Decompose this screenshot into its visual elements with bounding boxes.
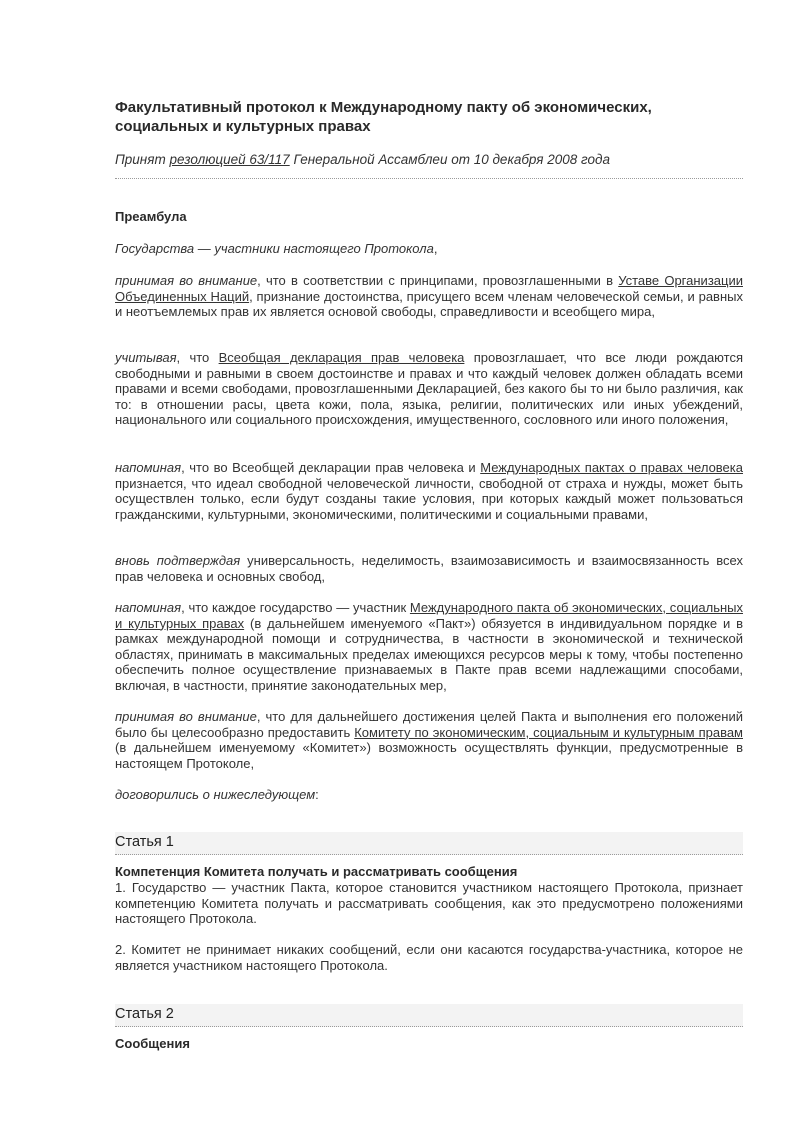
adoption-prefix: Принят [115, 152, 170, 167]
preamble-p4-text-2: признается, что идеал свободной человеческой личности, свободной от страха и нужды, может быть осуществлен только, если будут созданы такие условия, при которых каждый может пользоваться гражданскими, культурными, экономическими, политическими и социальными правами, [115, 475, 743, 522]
icescr-link[interactable]: Международного пакта об экономических, социальных и культурных правах [115, 600, 743, 631]
adoption-suffix: Генеральной Ассамблеи от 10 декабря 2008 года [289, 152, 611, 167]
preamble-p1-em: Государства — участники настоящего Протокола [115, 241, 434, 256]
preamble-p7-text-1: , что для дальнейшего достижения целей Пакта и выполнения его положений было бы целесообразно предоставить [115, 709, 743, 740]
article-1-paragraph-1: 1. Государство — участник Пакта, которое становится участником настоящего Протокола, признает компетенцию Комитета получать и рассматривать сообщения, как это предусмотрено положениями настоящего Протокола. [115, 880, 743, 927]
article-1-heading-bar [115, 832, 743, 855]
preamble-p1-text: , [433, 241, 438, 256]
document-title: Факультативный протокол к Международному пакту об экономических, социальных и культурных правах [115, 99, 652, 135]
article-1-heading: Статья 1 [115, 834, 174, 850]
adoption-note [115, 151, 743, 168]
preamble-p7-em: принимая во внимание [115, 709, 257, 724]
un-charter-link[interactable]: Уставе Организации Объединенных Наций [115, 273, 743, 304]
preamble-p4-text-1: , что во Всеобщей декларации прав человека и [181, 460, 481, 475]
preamble-p5-text-1: универсальность, неделимость, взаимозависимость и взаимосвязанность всех прав человека и основных свобод, [115, 553, 743, 584]
resolution-link[interactable]: резолюцией 63/117 [169, 152, 290, 167]
committee-link[interactable]: Комитету по экономическим, социальным и культурным правам [354, 724, 743, 740]
preamble-p6-text-2: (в дальнейшем именуемого «Пакт») обязуется в индивидуальном порядке и в рамках международной помощи и сотрудничества, в частности в экономической и технической областях, принимать в максимальных пределах имеющихся ресурсов меры к тому, чтобы постепенно обеспечить полное осуществление признаваемых в Пакте прав всеми надлежащими способами, включая, в частности, принятие законодательных мер, [115, 615, 744, 693]
preamble-paragraph-4 [115, 460, 743, 522]
preamble-p5-em: вновь подтверждая [115, 553, 241, 568]
preamble-p2-text-1: , что в соответствии с принципами, провозглашенными в [257, 273, 619, 288]
preamble-p6-em: напоминая [115, 600, 182, 615]
preamble-paragraph-7 [115, 709, 743, 771]
preamble-p3-text-2: провозглашает, что все люди рождаются свободными и равными в своем достоинстве и правах и что каждый человек должен обладать всеми правами и всеми свободами, провозглашенными Декларацией, без какого бы то ни было различия, как то: в отношении расы, цвета кожи, пола, языка, религии, политических или иных убеждений, национального или социального происхождения, имущественного, сословного или иного положения, [115, 350, 743, 428]
article-2-subtitle: Сообщения [115, 1036, 190, 1051]
preamble-paragraph-8 [115, 787, 743, 803]
preamble-paragraph-1 [115, 241, 743, 257]
preamble-paragraph-2 [115, 273, 743, 320]
article-2-heading-bar [115, 1004, 743, 1027]
article-1-paragraph-2: 2. Комитет не принимает никаких сообщений, если они касаются государства-участника, которое не является участником настоящего Протокола. [115, 942, 743, 973]
preamble-paragraph-3 [115, 350, 743, 428]
article-2-heading: Статья 2 [115, 1006, 174, 1022]
article-1-subtitle: Компетенция Комитета получать и рассматривать сообщения [115, 864, 518, 879]
preamble-p2-em: принимая во внимание [115, 273, 258, 288]
covenants-link[interactable]: Международных пактах о правах человека [480, 460, 743, 475]
preamble-p8-text: : [315, 787, 319, 802]
preamble-p7-text-2: (в дальнейшем именуемому «Комитет») возможность осуществлять функции, предусмотренные в настоящем Протоколе, [115, 740, 743, 771]
preamble-paragraph-5 [115, 553, 743, 584]
preamble-p3-text-1: , что [176, 350, 219, 365]
header-divider [115, 178, 743, 179]
preamble-p8-em: договорились о нижеследующем [115, 787, 316, 802]
udhr-link[interactable]: Всеобщая декларация прав человека [218, 350, 465, 365]
preamble-p4-em: напоминая [115, 460, 182, 475]
preamble-p6-text-1: , что каждое государство — участник [181, 600, 410, 615]
preamble-p2-text-2: , признание достоинства, присущего всем членам человеческой семьи, и равных и неотъемлемых прав их является основой свободы, справедливости и всеобщего мира, [115, 288, 743, 320]
preamble-paragraph-6 [115, 600, 743, 694]
preamble-title: Преамбула [115, 209, 187, 224]
preamble-p3-em: учитывая [115, 350, 177, 365]
